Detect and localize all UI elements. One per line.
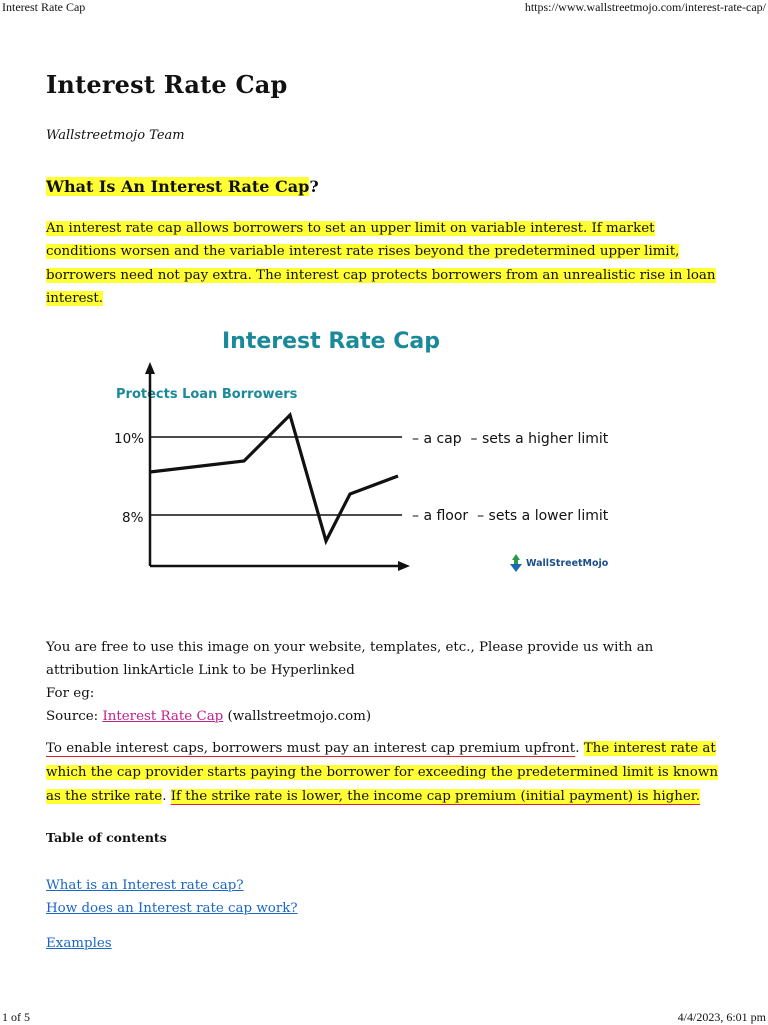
section-heading-rest: ?	[309, 177, 319, 196]
attribution-text: You are free to use this image on your website, templates, etc., Please provide us with an attribution linkArticle Link to be Hyperlinked	[46, 640, 654, 678]
image-attribution	[46, 636, 726, 728]
figure-subtitle: Protects Loan Borrowers	[116, 387, 298, 402]
print-header-title: Interest Rate Cap	[2, 0, 86, 14]
body-highlight-1: The interest rate at which the cap provider starts paying the borrower for exceeding the predetermined limit is known as the strike rate	[46, 741, 718, 804]
source-prefix: Source:	[46, 709, 103, 724]
logo-text: WallStreetMojo	[526, 558, 609, 569]
label-10-percent: 10%	[114, 431, 145, 447]
toc-title: Table of contents	[46, 830, 167, 845]
body-underlined-sentence: To enable interest caps, borrowers must pay an interest cap premium upfront	[46, 741, 576, 756]
intro-highlight: An interest rate cap allows borrowers to set an upper limit on variable interest. If market conditions worsen and the variable interest rate rises beyond the predetermined upper limit, borrowers need not pay extra. The interest cap protects borrowers from an unrealistic rise in loan interest.	[46, 221, 716, 306]
table-of-contents	[46, 874, 298, 955]
attribution-example: For eg:	[46, 686, 95, 701]
author: Wallstreetmojo Team	[46, 128, 185, 143]
wallstreetmojo-logo	[510, 554, 609, 572]
figure-title: Interest Rate Cap	[222, 329, 440, 354]
print-footer-page: 1 of 5	[2, 1010, 30, 1024]
toc-link-examples[interactable]: Examples	[46, 936, 112, 951]
print-header-url: https://www.wallstreetmojo.com/interest-rate-cap/	[524, 0, 766, 14]
interest-rate-cap-figure	[94, 322, 634, 582]
y-axis-arrow	[145, 362, 155, 374]
rate-line	[150, 415, 398, 541]
label-8-percent: 8%	[122, 510, 144, 526]
source-suffix: (wallstreetmojo.com)	[223, 709, 372, 724]
body-sep-1: .	[575, 741, 584, 756]
toc-link-how-works[interactable]: How does an Interest rate cap work?	[46, 901, 298, 916]
source-link[interactable]: Interest Rate Cap	[102, 709, 224, 724]
body-highlight-2: If the strike rate is lower, the income cap premium (initial payment) is higher.	[170, 789, 700, 804]
section-heading	[46, 177, 319, 196]
print-footer-date: 4/4/2023, 6:01 pm	[677, 1010, 766, 1024]
body-sep-2: .	[162, 789, 171, 804]
x-axis-arrow	[398, 561, 410, 571]
cap-label: – a cap – sets a higher limit	[412, 431, 609, 447]
intro-paragraph	[46, 217, 716, 310]
toc-link-what-is[interactable]: What is an Interest rate cap?	[46, 878, 244, 893]
page-title: Interest Rate Cap	[46, 70, 288, 99]
section-heading-highlight: What Is An Interest Rate Cap	[46, 177, 310, 196]
body-paragraph	[46, 737, 726, 809]
floor-label: – a floor – sets a lower limit	[412, 508, 609, 524]
